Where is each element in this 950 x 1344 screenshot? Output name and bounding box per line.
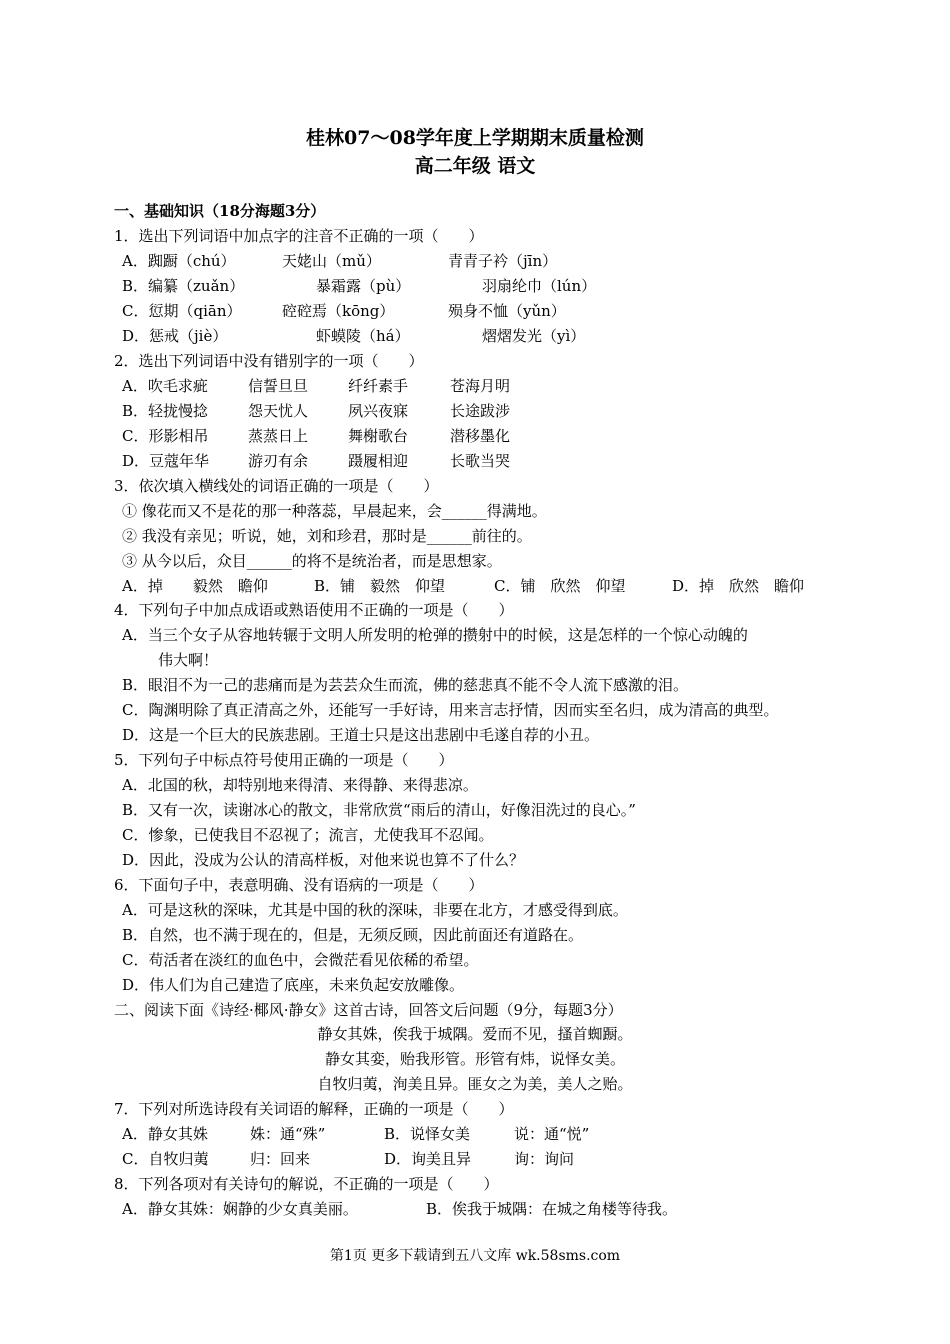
q1-a-item1: A．踟蹰（chú）	[122, 252, 236, 270]
poem-line-2: 静女其娈，贻我形管。形管有炜，说怿女美。	[324, 1050, 625, 1068]
q3-option-a: A．掉 毅然 瞻仰	[122, 577, 268, 595]
q4-stem: 4．下列句子中加点成语或熟语使用不正确的一项是（ ）	[114, 601, 514, 619]
q7-b-term: B．说怿女美	[384, 1125, 471, 1143]
section2-heading: 二、阅读下面《诗经·椰风·静女》这首古诗，回答文后问题（9分，每题3分）	[114, 1001, 623, 1019]
q2-c-item4: 潜移墨化	[450, 427, 511, 445]
q3-stem: 3．依次填入横线处的词语正确的一项是（ ）	[114, 477, 439, 495]
q7-stem: 7．下列对所选诗段有关词语的解释，正确的一项是（ ）	[114, 1100, 514, 1118]
q7-b-gloss: 说：通“悦”	[514, 1125, 590, 1143]
q3-sentence-3: ③ 从今以后，众目______的将不是统治者，而是思想家。	[122, 552, 502, 570]
q3-sentence-1: ① 像花而又不是花的那一种落蕊，早晨起来，会______得满地。	[122, 502, 547, 520]
section1-heading: 一、基础知识（18分海题3分）	[114, 202, 326, 220]
q1-c-item2: 硿硿焉（kōng）	[282, 302, 395, 320]
q1-b-item1: B．编纂（zuǎn）	[122, 277, 245, 295]
q4-option-c: C．陶渊明除了真正清高之外，还能写一手好诗，用来言志抒情，因而实至名归，成为清高的典型。	[122, 701, 779, 719]
q1-c-item1: C．愆期（qiān）	[122, 302, 242, 320]
q2-b-item4: 长途跋涉	[450, 402, 511, 420]
q6-option-a: A．可是这秋的深味，尤其是中国的秋的深味，非要在北方，才感受得到底。	[122, 901, 628, 919]
q1-d-item2: 虾蟆陵（há）	[316, 327, 410, 345]
q5-option-a: A．北国的秋，却特别地来得清、来得静、来得悲凉。	[122, 776, 478, 794]
poem-line-3: 自牧归荑，洵美且异。匪女之为美，美人之贻。	[317, 1075, 633, 1093]
q1-a-item2: 天姥山（mǔ）	[282, 252, 381, 270]
q2-c-item3: 舞榭歌台	[348, 427, 409, 445]
q2-a-item4: 苍海月明	[450, 377, 511, 395]
q4-option-a-cont: 伟大啊！	[158, 651, 219, 669]
poem-line-1: 静女其姝，俟我于城隅。爱而不见，搔首蜘蹰。	[317, 1025, 633, 1043]
q2-c-item1: C．形影相吊	[122, 427, 209, 445]
q1-b-item3: 羽扇纶巾（lún）	[482, 277, 597, 295]
q1-d-item1: D．惩戒（jiè）	[122, 327, 228, 345]
q6-stem: 6．下面句子中，表意明确、没有语病的一项是（ ）	[114, 876, 484, 894]
q6-option-b: B．自然，也不满于现在的，但是，无须反顾，因此前面还有道路在。	[122, 926, 584, 944]
q1-a-item3: 青青子衿（jīn）	[448, 252, 558, 270]
q8-option-b: B．俟我于城隅：在城之角楼等待我。	[426, 1200, 678, 1218]
q4-option-a: A．当三个女子从容地转辗于文明人所发明的枪弹的攒射中的时候，这是怎样的一个惊心动魄的	[122, 626, 748, 644]
q5-option-c: C．惨象，已使我目不忍视了；流言，尤使我耳不忍闻。	[122, 826, 494, 844]
q1-c-item3: 殒身不恤（yǔn）	[448, 302, 566, 320]
q2-d-item4: 长歌当哭	[450, 452, 511, 470]
q7-d-gloss: 询：询问	[514, 1150, 575, 1168]
q2-d-item2: 游刃有余	[248, 452, 309, 470]
q5-option-b: B．又有一次，读谢冰心的散文，非常欣赏“雨后的清山，好像泪洗过的良心。”	[122, 801, 636, 819]
exam-subtitle: 高二年级 语文	[414, 155, 536, 177]
q3-option-d: D．掉 欣然 瞻仰	[672, 577, 805, 595]
q2-stem: 2．选出下列词语中没有错别字的一项（ ）	[114, 352, 424, 370]
q2-a-item1: A．吹毛求疵	[122, 377, 208, 395]
q7-d-term: D．询美且异	[384, 1150, 472, 1168]
q7-c-term: C．自牧归荑	[122, 1150, 209, 1168]
exam-title: 桂林07～08学年度上学期期末质量检测	[306, 127, 644, 149]
q2-b-item1: B．轻拢慢捻	[122, 402, 209, 420]
q7-c-gloss: 归：回来	[250, 1150, 311, 1168]
q2-d-item3: 蹑履相迎	[348, 452, 409, 470]
q2-a-item2: 信誓旦旦	[248, 377, 309, 395]
q1-d-item3: 熠熠发光（yì）	[482, 327, 586, 345]
q2-c-item2: 蒸蒸日上	[248, 427, 309, 445]
q1-stem: 1．选出下列词语中加点字的注音不正确的一项（ ）	[114, 227, 484, 245]
q4-option-b: B．眼泪不为一己的悲痛而是为芸芸众生而流，佛的慈悲真不能不令人流下感激的泪。	[122, 676, 689, 694]
q5-stem: 5．下列句子中标点符号使用正确的一项是（ ）	[114, 751, 454, 769]
q1-b-item2: 暴霜露（pù）	[316, 277, 411, 295]
q6-option-d: D．伟人们为自己建造了底座，未来负起安放雕像。	[122, 976, 465, 994]
q5-option-d: D．因此，没成为公认的清高样板，对他来说也算不了什么？	[122, 851, 525, 869]
q7-a-term: A．静女其姝	[122, 1125, 208, 1143]
q4-option-d: D．这是一个巨大的民族悲剧。王道士只是这出悲剧中毛遂自荐的小丑。	[122, 726, 600, 744]
q3-sentence-2: ② 我没有亲见；听说，她，刘和珍君，那时是______前往的。	[122, 527, 532, 545]
page-footer: 第1页 更多下载请到五八文库 wk.58sms.com	[329, 1248, 621, 1264]
q8-option-a: A．静女其姝：娴静的少女真美丽。	[122, 1200, 358, 1218]
q2-a-item3: 纤纤素手	[348, 377, 409, 395]
q6-option-c: C．苟活者在淡红的血色中，会微茫看见依稀的希望。	[122, 951, 479, 969]
q8-stem: 8．下列各项对有关诗句的解说，不正确的一项是（ ）	[114, 1175, 499, 1193]
q7-a-gloss: 姝：通“殊”	[250, 1125, 326, 1143]
q3-option-c: C．铺 欣然 仰望	[494, 577, 626, 595]
q2-d-item1: D．豆蔻年华	[122, 452, 210, 470]
q2-b-item2: 怨天忧人	[248, 402, 309, 420]
q2-b-item3: 夙兴夜寐	[348, 402, 409, 420]
q3-option-b: B．铺 毅然 仰望	[314, 577, 446, 595]
